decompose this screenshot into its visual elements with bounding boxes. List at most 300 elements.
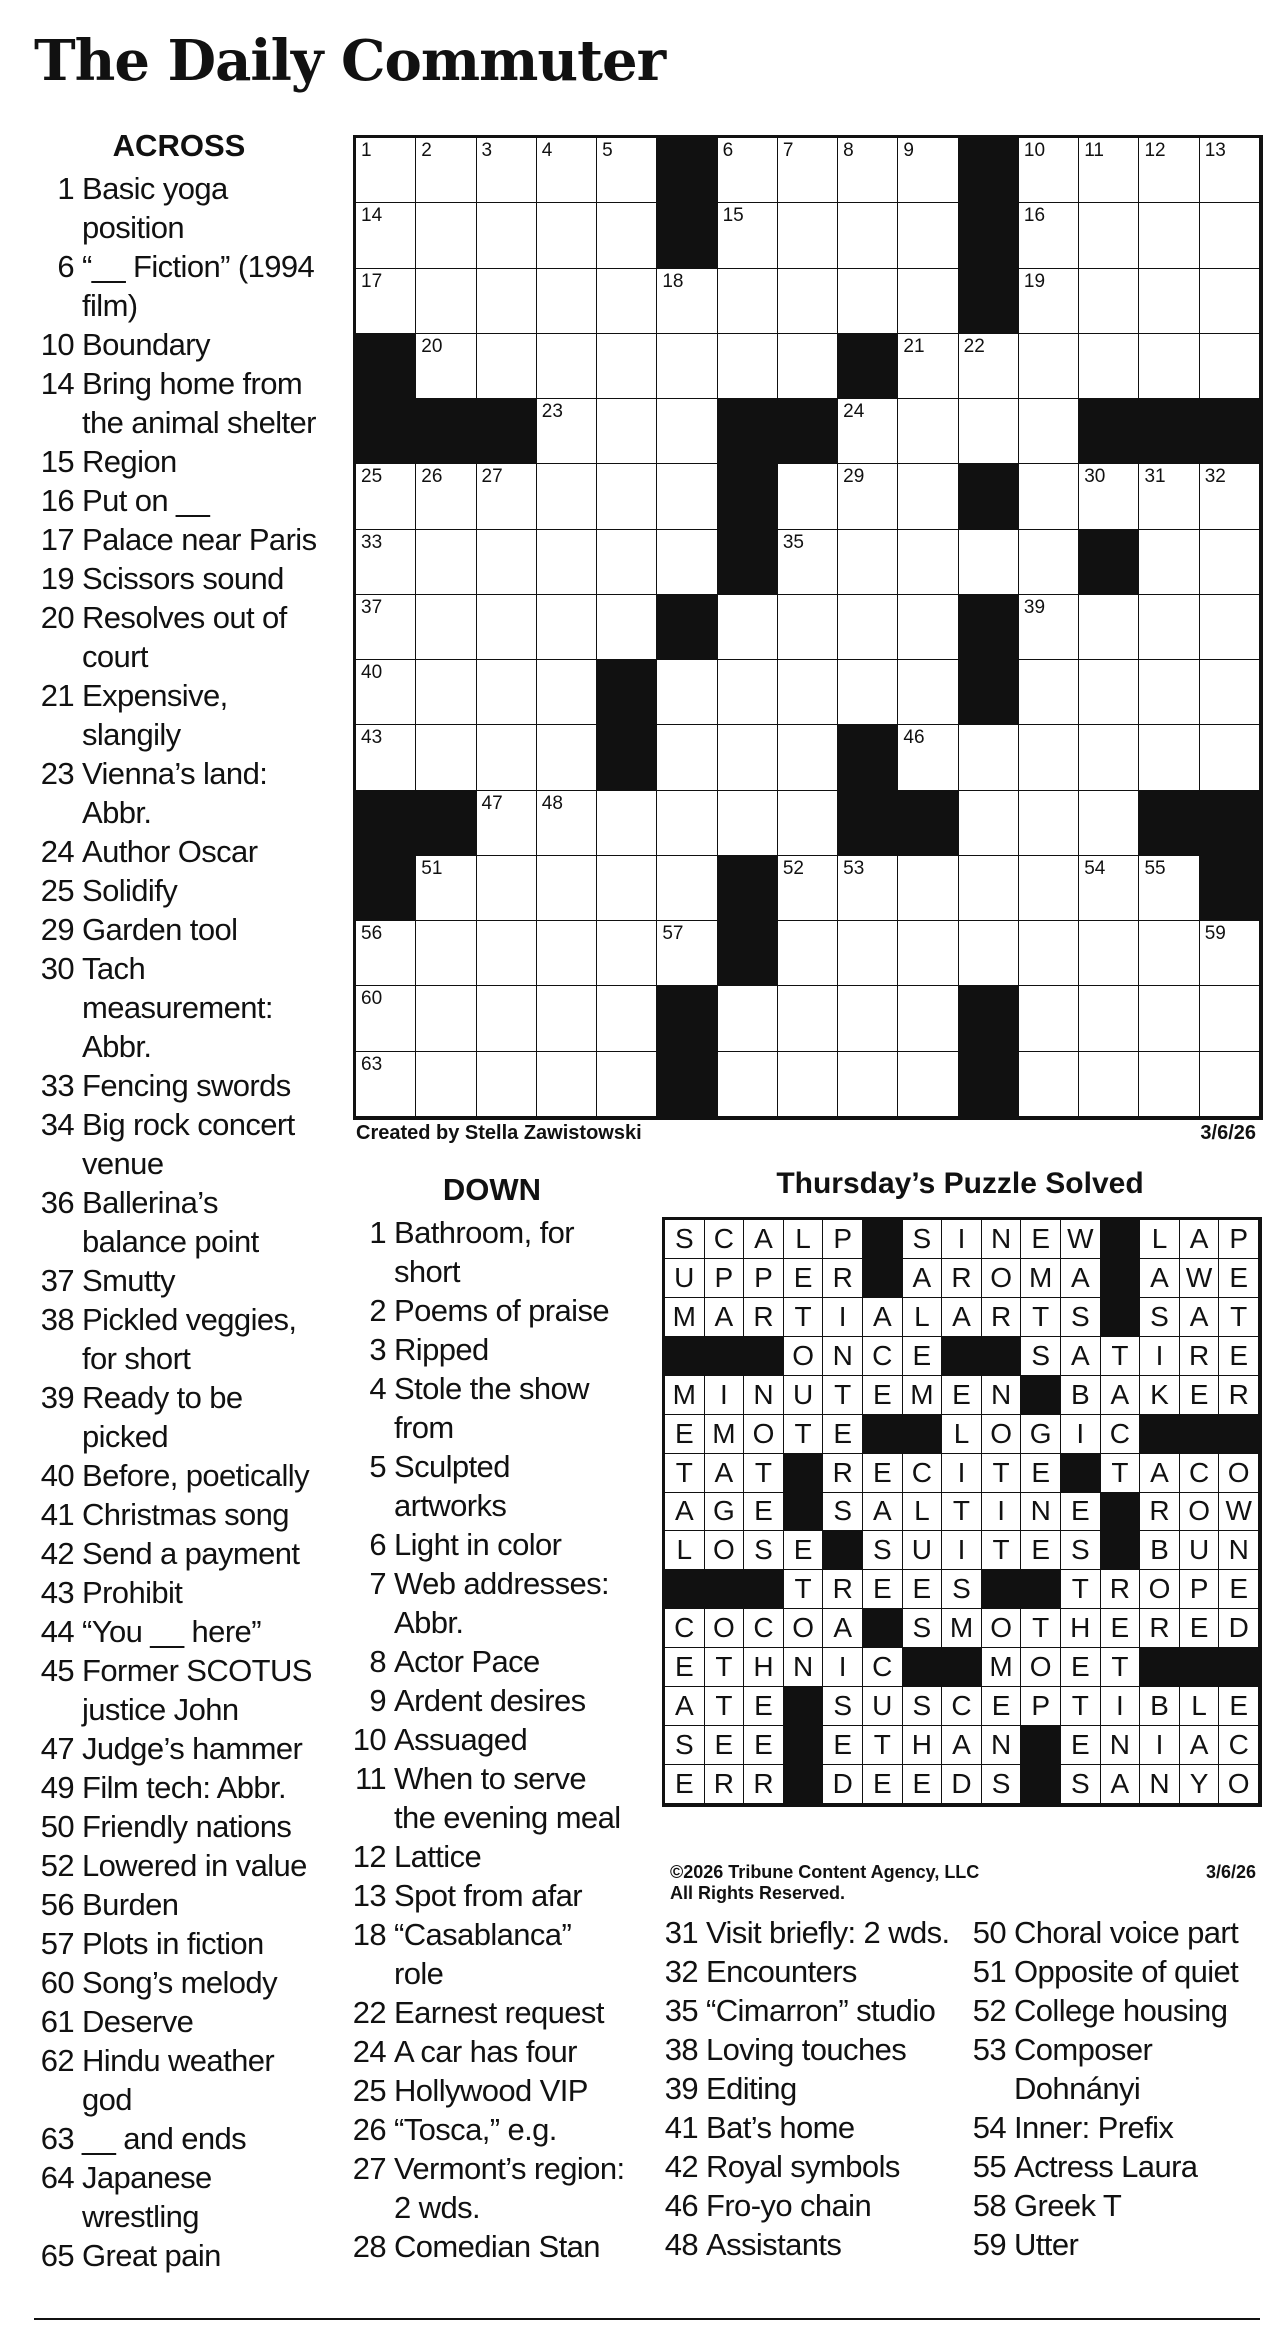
grid-cell[interactable] bbox=[898, 595, 958, 660]
grid-cell[interactable] bbox=[898, 530, 958, 595]
grid-cell[interactable] bbox=[1200, 725, 1260, 790]
grid-cell[interactable] bbox=[537, 856, 597, 921]
grid-cell[interactable] bbox=[898, 269, 958, 334]
grid-cell[interactable] bbox=[898, 464, 958, 529]
clue bbox=[34, 1612, 334, 1651]
grid-cell[interactable] bbox=[416, 203, 476, 268]
black-square bbox=[784, 1687, 825, 1727]
solution-letter: T bbox=[992, 1534, 1010, 1566]
grid-cell[interactable] bbox=[898, 203, 958, 268]
grid-cell[interactable] bbox=[778, 986, 838, 1051]
cell-number: 53 bbox=[843, 857, 865, 879]
clue-number: 21 bbox=[40, 678, 74, 713]
grid-cell[interactable] bbox=[1019, 791, 1079, 856]
solution-cell bbox=[942, 1570, 982, 1609]
grid-cell[interactable] bbox=[657, 464, 717, 529]
solution-letter: E bbox=[1070, 1729, 1090, 1761]
clue bbox=[346, 1720, 646, 1759]
grid-cell[interactable] bbox=[1019, 269, 1079, 334]
solution-cell bbox=[665, 1493, 705, 1532]
grid-cell[interactable] bbox=[838, 921, 898, 986]
grid-cell[interactable] bbox=[1200, 464, 1260, 529]
grid-cell[interactable] bbox=[537, 334, 597, 399]
grid-cell[interactable] bbox=[537, 725, 597, 790]
clue-number: 48 bbox=[664, 2227, 698, 2262]
cell-number: 37 bbox=[361, 596, 383, 618]
grid-cell[interactable] bbox=[1019, 660, 1079, 725]
black-square bbox=[657, 138, 718, 204]
grid-cell[interactable] bbox=[356, 660, 416, 725]
solution-letter: T bbox=[715, 1690, 733, 1722]
grid-cell[interactable] bbox=[1019, 203, 1079, 268]
grid-cell[interactable] bbox=[597, 1052, 657, 1117]
grid-cell[interactable] bbox=[1079, 595, 1139, 660]
grid-cell[interactable] bbox=[718, 269, 778, 334]
grid-cell[interactable] bbox=[1079, 725, 1139, 790]
clue-text bbox=[394, 1993, 646, 2032]
grid-cell[interactable] bbox=[1019, 921, 1079, 986]
grid-cell[interactable] bbox=[1139, 725, 1199, 790]
grid-cell[interactable] bbox=[1200, 530, 1260, 595]
grid-cell[interactable] bbox=[838, 399, 898, 464]
grid-cell[interactable] bbox=[778, 660, 838, 725]
grid-cell[interactable] bbox=[838, 464, 898, 529]
black-square bbox=[416, 399, 477, 465]
grid-cell[interactable] bbox=[959, 791, 1019, 856]
grid-cell[interactable] bbox=[1079, 1052, 1139, 1117]
solution-letter: R bbox=[713, 1768, 734, 1800]
grid-cell[interactable] bbox=[1079, 986, 1139, 1051]
clue bbox=[662, 2069, 962, 2108]
grid-cell[interactable] bbox=[657, 269, 717, 334]
grid-cell[interactable] bbox=[838, 269, 898, 334]
black-square bbox=[1140, 1648, 1181, 1688]
grid-cell[interactable] bbox=[356, 269, 416, 334]
grid-cell[interactable] bbox=[597, 530, 657, 595]
clue-text bbox=[706, 2186, 962, 2225]
grid-cell[interactable] bbox=[1079, 791, 1139, 856]
grid-cell[interactable] bbox=[477, 138, 537, 203]
grid-cell[interactable] bbox=[1139, 856, 1199, 921]
grid-cell[interactable] bbox=[898, 138, 958, 203]
clue-number: 50 bbox=[40, 1809, 74, 1844]
grid-cell[interactable] bbox=[416, 660, 476, 725]
black-square bbox=[1219, 1648, 1260, 1688]
grid-cell[interactable] bbox=[1200, 921, 1260, 986]
grid-cell[interactable] bbox=[718, 791, 778, 856]
grid-cell[interactable] bbox=[537, 530, 597, 595]
grid-cell[interactable] bbox=[537, 791, 597, 856]
grid-cell[interactable] bbox=[356, 138, 416, 203]
clue-number: 45 bbox=[40, 1653, 74, 1688]
grid-cell[interactable] bbox=[1079, 660, 1139, 725]
grid-cell[interactable] bbox=[718, 138, 778, 203]
grid-cell[interactable] bbox=[537, 921, 597, 986]
grid-cell[interactable] bbox=[356, 464, 416, 529]
grid-cell[interactable] bbox=[838, 660, 898, 725]
clue-number: 35 bbox=[664, 1993, 698, 2028]
grid-cell[interactable] bbox=[657, 530, 717, 595]
grid-cell[interactable] bbox=[778, 725, 838, 790]
grid-cell[interactable] bbox=[1200, 595, 1260, 660]
clue-text-line: Sculpted bbox=[394, 1449, 510, 1484]
grid-cell[interactable] bbox=[477, 660, 537, 725]
solution-cell bbox=[1061, 1415, 1101, 1454]
grid-cell[interactable] bbox=[657, 856, 717, 921]
grid-cell[interactable] bbox=[1079, 138, 1139, 203]
grid-cell[interactable] bbox=[1139, 530, 1199, 595]
grid-cell[interactable] bbox=[1019, 725, 1079, 790]
grid-cell[interactable] bbox=[1019, 530, 1079, 595]
grid-cell[interactable] bbox=[1200, 138, 1260, 203]
grid-cell[interactable] bbox=[959, 334, 1019, 399]
grid-cell[interactable] bbox=[1019, 138, 1079, 203]
grid-cell[interactable] bbox=[1019, 1052, 1079, 1117]
grid-cell[interactable] bbox=[597, 203, 657, 268]
grid-cell[interactable] bbox=[1019, 986, 1079, 1051]
grid-cell[interactable] bbox=[1139, 464, 1199, 529]
black-square bbox=[657, 986, 718, 1052]
grid-cell[interactable] bbox=[477, 334, 537, 399]
grid-cell[interactable] bbox=[537, 399, 597, 464]
grid-cell[interactable] bbox=[1019, 334, 1079, 399]
grid-cell[interactable] bbox=[1139, 986, 1199, 1051]
grid-cell[interactable] bbox=[477, 856, 537, 921]
grid-cell[interactable] bbox=[356, 1052, 416, 1117]
clue bbox=[34, 1846, 334, 1885]
grid-cell[interactable] bbox=[1079, 334, 1139, 399]
grid-cell[interactable] bbox=[778, 530, 838, 595]
grid-cell[interactable] bbox=[537, 203, 597, 268]
clue-text bbox=[82, 1612, 334, 1651]
grid-cell[interactable] bbox=[1139, 660, 1199, 725]
grid-cell[interactable] bbox=[1079, 269, 1139, 334]
grid-cell[interactable] bbox=[778, 203, 838, 268]
clue-number: 40 bbox=[40, 1458, 74, 1493]
grid-cell[interactable] bbox=[838, 203, 898, 268]
grid-cell[interactable] bbox=[1139, 203, 1199, 268]
solution-cell bbox=[1180, 1609, 1220, 1648]
solution-cell bbox=[1219, 1531, 1259, 1570]
solution-letter: A bbox=[1189, 1300, 1209, 1332]
grid-cell[interactable] bbox=[778, 269, 838, 334]
solution-letter: C bbox=[1109, 1417, 1130, 1449]
grid-cell[interactable] bbox=[1200, 1052, 1260, 1117]
solution-cell bbox=[982, 1376, 1022, 1415]
grid-cell[interactable] bbox=[537, 595, 597, 660]
clue-number: 60 bbox=[40, 1965, 74, 2000]
grid-cell[interactable] bbox=[718, 1052, 778, 1117]
grid-cell[interactable] bbox=[1079, 464, 1139, 529]
grid-cell[interactable] bbox=[1139, 921, 1199, 986]
black-square bbox=[744, 1337, 785, 1377]
grid-cell[interactable] bbox=[416, 921, 476, 986]
grid-cell[interactable] bbox=[1200, 334, 1260, 399]
grid-cell[interactable] bbox=[1139, 269, 1199, 334]
grid-cell[interactable] bbox=[838, 986, 898, 1051]
grid-cell[interactable] bbox=[898, 921, 958, 986]
grid-cell[interactable] bbox=[416, 856, 476, 921]
solution-letter: A bbox=[1070, 1261, 1090, 1293]
grid-cell[interactable] bbox=[416, 1052, 476, 1117]
cell-number: 31 bbox=[1144, 466, 1166, 488]
solution-cell bbox=[1061, 1726, 1101, 1765]
grid-cell[interactable] bbox=[959, 856, 1019, 921]
grid-cell[interactable] bbox=[838, 1052, 898, 1117]
grid-cell[interactable] bbox=[1139, 595, 1199, 660]
grid-cell[interactable] bbox=[477, 269, 537, 334]
solution-cell bbox=[1140, 1531, 1180, 1570]
solution-letter: T bbox=[1032, 1300, 1050, 1332]
grid-cell[interactable] bbox=[356, 595, 416, 660]
clue-text bbox=[706, 2108, 962, 2147]
solution-cell bbox=[823, 1376, 863, 1415]
grid-cell[interactable] bbox=[537, 660, 597, 725]
grid-cell[interactable] bbox=[597, 399, 657, 464]
clue-number: 25 bbox=[40, 873, 74, 908]
solution-cell bbox=[863, 1376, 903, 1415]
grid-cell[interactable] bbox=[416, 334, 476, 399]
grid-cell[interactable] bbox=[898, 660, 958, 725]
clue bbox=[346, 1330, 646, 1369]
grid-cell[interactable] bbox=[477, 464, 537, 529]
solution-cell bbox=[705, 1298, 745, 1337]
black-square bbox=[356, 791, 417, 857]
grid-cell[interactable] bbox=[416, 138, 476, 203]
grid-cell[interactable] bbox=[477, 595, 537, 660]
grid-cell[interactable] bbox=[898, 334, 958, 399]
clue-text bbox=[706, 1952, 962, 1991]
grid-cell[interactable] bbox=[718, 725, 778, 790]
grid-cell[interactable] bbox=[356, 530, 416, 595]
clue-text-line: Prohibit bbox=[82, 1575, 183, 1610]
solution-letter: R bbox=[832, 1261, 853, 1293]
grid-cell[interactable] bbox=[838, 138, 898, 203]
clue-text-line: Comedian Stan bbox=[394, 2229, 600, 2264]
grid-cell[interactable] bbox=[597, 856, 657, 921]
grid-cell[interactable] bbox=[657, 399, 717, 464]
solution-cell bbox=[942, 1259, 982, 1298]
grid-cell[interactable] bbox=[1019, 595, 1079, 660]
grid-cell[interactable] bbox=[477, 203, 537, 268]
grid-cell[interactable] bbox=[597, 464, 657, 529]
grid-cell[interactable] bbox=[477, 1052, 537, 1117]
grid-cell[interactable] bbox=[959, 921, 1019, 986]
grid-cell[interactable] bbox=[477, 530, 537, 595]
clue-text bbox=[706, 1913, 962, 1952]
solution-cell bbox=[1061, 1531, 1101, 1570]
grid-cell[interactable] bbox=[718, 660, 778, 725]
solution-cell bbox=[705, 1415, 745, 1454]
clue-number: 24 bbox=[352, 2034, 386, 2069]
grid-cell[interactable] bbox=[657, 725, 717, 790]
cell-number: 29 bbox=[843, 466, 865, 488]
clue-text-line: Vienna’s land: bbox=[82, 756, 268, 791]
clue bbox=[970, 1952, 1270, 1991]
solution-cell bbox=[903, 1687, 943, 1726]
grid-cell[interactable] bbox=[597, 921, 657, 986]
grid-cell[interactable] bbox=[898, 856, 958, 921]
grid-cell[interactable] bbox=[959, 399, 1019, 464]
grid-cell[interactable] bbox=[1079, 921, 1139, 986]
grid-cell[interactable] bbox=[1200, 269, 1260, 334]
grid-cell[interactable] bbox=[1079, 203, 1139, 268]
footer-divider bbox=[34, 2318, 1260, 2320]
grid-cell[interactable] bbox=[416, 986, 476, 1051]
grid-cell[interactable] bbox=[1200, 203, 1260, 268]
grid-cell[interactable] bbox=[898, 1052, 958, 1117]
clue-text bbox=[82, 832, 334, 871]
grid-cell[interactable] bbox=[356, 921, 416, 986]
solution-cell bbox=[1021, 1493, 1061, 1532]
grid-cell[interactable] bbox=[657, 921, 717, 986]
grid-cell[interactable] bbox=[1139, 334, 1199, 399]
clue bbox=[34, 1729, 334, 1768]
grid-cell[interactable] bbox=[537, 269, 597, 334]
solution-cell bbox=[744, 1687, 784, 1726]
grid-cell[interactable] bbox=[778, 921, 838, 986]
grid-cell[interactable] bbox=[778, 791, 838, 856]
solution-letter: P bbox=[1189, 1573, 1209, 1605]
grid-cell[interactable] bbox=[1019, 464, 1079, 529]
grid-cell[interactable] bbox=[356, 725, 416, 790]
grid-cell[interactable] bbox=[1079, 856, 1139, 921]
grid-cell[interactable] bbox=[657, 334, 717, 399]
solution-letter: G bbox=[1029, 1417, 1052, 1449]
grid-cell[interactable] bbox=[1019, 399, 1079, 464]
grid-cell[interactable] bbox=[537, 138, 597, 203]
black-square bbox=[942, 1648, 983, 1688]
grid-cell[interactable] bbox=[477, 986, 537, 1051]
grid-cell[interactable] bbox=[657, 660, 717, 725]
clue-text bbox=[82, 1066, 334, 1105]
black-square bbox=[1101, 1298, 1142, 1338]
solution-cell bbox=[823, 1687, 863, 1726]
solution-letter: E bbox=[1110, 1612, 1130, 1644]
clue-text-line: College housing bbox=[1014, 1993, 1228, 2028]
clue-text-line: Web addresses: bbox=[394, 1566, 610, 1601]
grid-cell[interactable] bbox=[718, 595, 778, 660]
cell-number: 33 bbox=[361, 531, 383, 553]
solved-puzzle-title: Thursday’s Puzzle Solved bbox=[776, 1167, 1144, 1200]
black-square bbox=[959, 1052, 1020, 1118]
grid-cell[interactable] bbox=[597, 138, 657, 203]
clue-number: 5 bbox=[369, 1449, 386, 1484]
solution-cell bbox=[705, 1220, 745, 1259]
clue-text-line: Pickled veggies, bbox=[82, 1302, 297, 1337]
grid-cell[interactable] bbox=[838, 856, 898, 921]
grid-cell[interactable] bbox=[718, 334, 778, 399]
solution-cell bbox=[784, 1337, 824, 1376]
grid-cell[interactable] bbox=[537, 464, 597, 529]
solution-letter: H bbox=[1070, 1612, 1091, 1644]
grid-cell[interactable] bbox=[416, 725, 476, 790]
grid-cell[interactable] bbox=[597, 334, 657, 399]
clue bbox=[34, 559, 334, 598]
grid-cell[interactable] bbox=[537, 1052, 597, 1117]
grid-cell[interactable] bbox=[597, 595, 657, 660]
clue-text bbox=[82, 559, 334, 598]
solution-letter: W bbox=[1225, 1495, 1252, 1527]
clue-text-line: venue bbox=[82, 1146, 164, 1181]
grid-cell[interactable] bbox=[718, 986, 778, 1051]
grid-cell[interactable] bbox=[597, 791, 657, 856]
grid-cell[interactable] bbox=[657, 791, 717, 856]
clue-text-line: Song’s melody bbox=[82, 1965, 277, 2000]
grid-cell[interactable] bbox=[898, 399, 958, 464]
grid-cell[interactable] bbox=[477, 921, 537, 986]
solution-letter: N bbox=[753, 1378, 774, 1410]
grid-cell[interactable] bbox=[898, 986, 958, 1051]
solution-cell bbox=[784, 1376, 824, 1415]
grid-cell[interactable] bbox=[778, 334, 838, 399]
cell-number: 52 bbox=[782, 857, 804, 879]
clue-text bbox=[394, 1837, 646, 1876]
grid-cell[interactable] bbox=[718, 203, 778, 268]
clue-text-line: Inner: Prefix bbox=[1014, 2110, 1174, 2145]
clue-number: 23 bbox=[40, 756, 74, 791]
grid-cell[interactable] bbox=[778, 595, 838, 660]
solution-letter: A bbox=[1150, 1261, 1169, 1293]
cell-number: 19 bbox=[1023, 270, 1046, 292]
grid-cell[interactable] bbox=[778, 856, 838, 921]
grid-cell[interactable] bbox=[537, 986, 597, 1051]
solution-cell bbox=[744, 1220, 784, 1259]
solution-cell bbox=[784, 1298, 824, 1337]
grid-cell[interactable] bbox=[778, 1052, 838, 1117]
clue-text-line: measurement: bbox=[82, 990, 273, 1025]
black-square bbox=[657, 1052, 718, 1118]
grid-cell[interactable] bbox=[597, 986, 657, 1051]
black-square bbox=[959, 986, 1020, 1052]
grid-cell[interactable] bbox=[838, 530, 898, 595]
grid-cell[interactable] bbox=[477, 791, 537, 856]
black-square bbox=[823, 1531, 864, 1571]
clue-text-line: Ballerina’s bbox=[82, 1185, 218, 1220]
solution-cell bbox=[705, 1376, 745, 1415]
grid-cell[interactable] bbox=[416, 530, 476, 595]
grid-cell[interactable] bbox=[477, 725, 537, 790]
grid-cell[interactable] bbox=[778, 464, 838, 529]
grid-cell[interactable] bbox=[959, 725, 1019, 790]
grid-cell[interactable] bbox=[778, 138, 838, 203]
grid-cell[interactable] bbox=[1200, 660, 1260, 725]
solution-cell bbox=[705, 1609, 745, 1648]
grid-cell[interactable] bbox=[1139, 138, 1199, 203]
grid-cell[interactable] bbox=[838, 595, 898, 660]
grid-cell[interactable] bbox=[1139, 1052, 1199, 1117]
solution-cell bbox=[823, 1726, 863, 1765]
solution-letter: L bbox=[676, 1534, 693, 1566]
black-square bbox=[1021, 1376, 1062, 1416]
clue-text bbox=[82, 2158, 334, 2236]
grid-cell[interactable] bbox=[597, 269, 657, 334]
grid-cell[interactable] bbox=[356, 203, 416, 268]
grid-cell[interactable] bbox=[416, 464, 476, 529]
solution-letter: C bbox=[713, 1222, 734, 1254]
clue-number: 37 bbox=[40, 1263, 74, 1298]
grid-cell[interactable] bbox=[959, 530, 1019, 595]
grid-cell[interactable] bbox=[898, 725, 958, 790]
grid-cell[interactable] bbox=[1019, 856, 1079, 921]
grid-cell[interactable] bbox=[416, 269, 476, 334]
solution-letter: E bbox=[912, 1573, 932, 1605]
grid-cell[interactable] bbox=[1200, 986, 1260, 1051]
clue-text-line: from bbox=[394, 1410, 454, 1445]
grid-cell[interactable] bbox=[416, 595, 476, 660]
clue-text-line: Palace near Paris bbox=[82, 522, 317, 557]
grid-cell[interactable] bbox=[356, 986, 416, 1051]
